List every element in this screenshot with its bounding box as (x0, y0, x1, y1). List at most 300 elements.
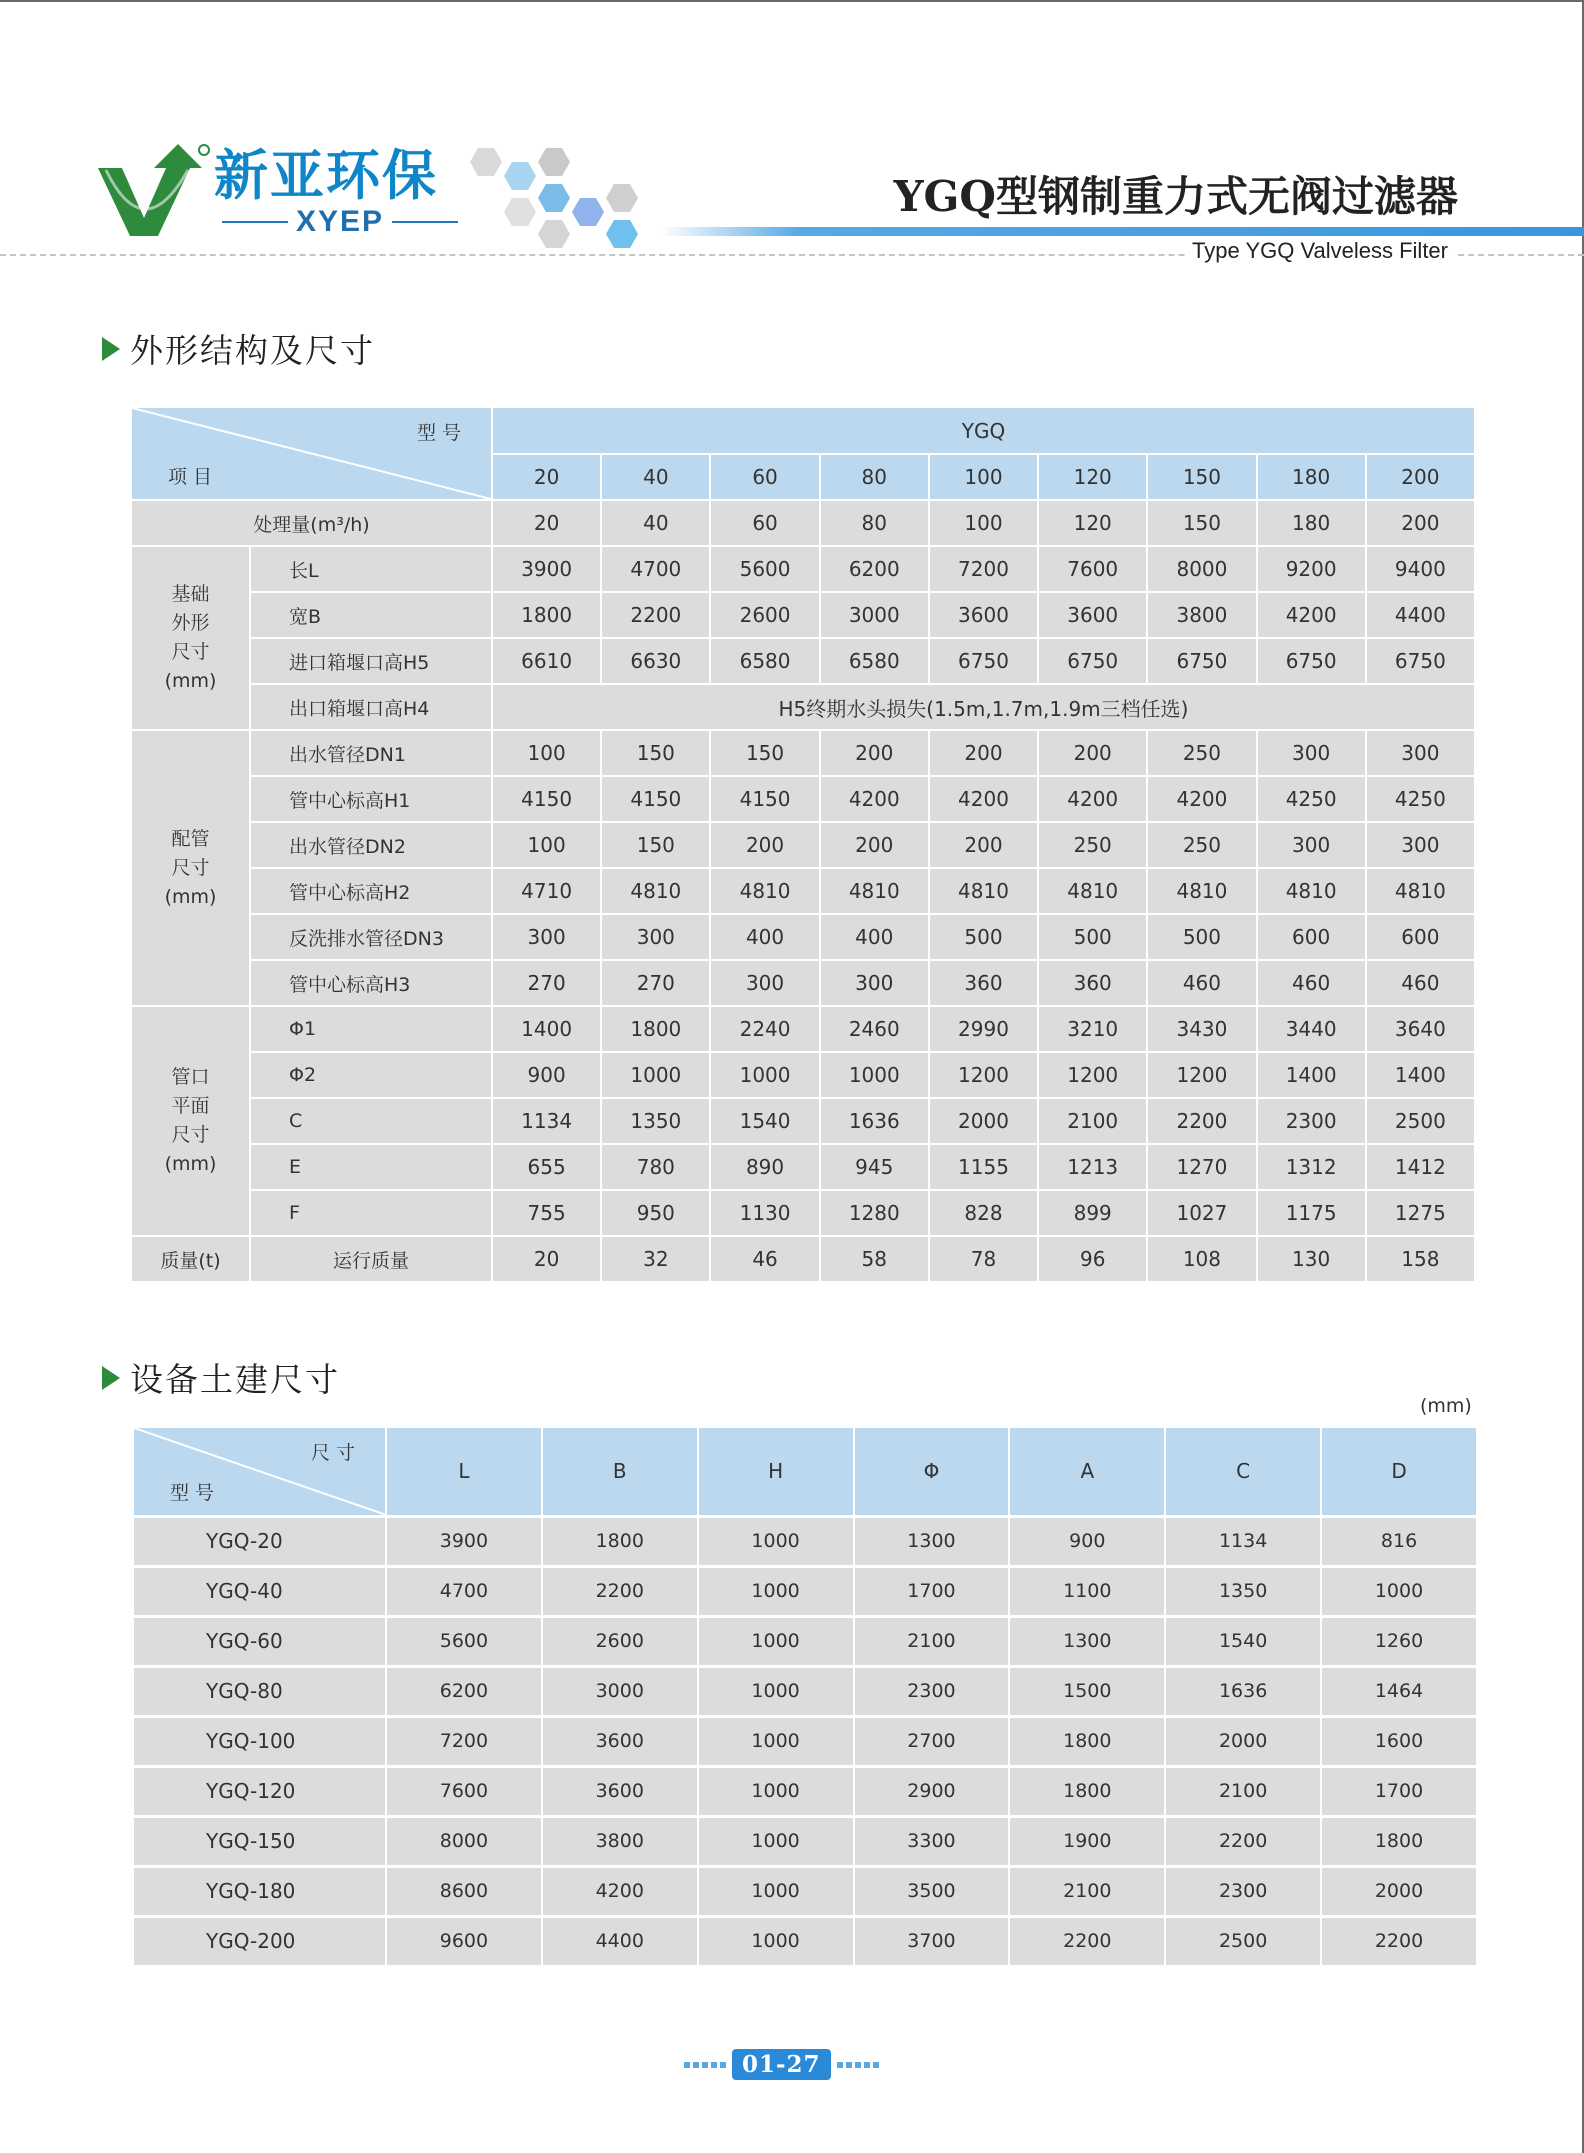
group-label-line: 基础 (171, 583, 210, 605)
table-cell: 3800 (542, 1816, 698, 1866)
table-row (132, 776, 1475, 822)
table-cell: 3210 (1038, 1006, 1147, 1052)
table-cell: 60 (710, 500, 819, 546)
group-label (132, 546, 250, 730)
corner-top-label: 型 号 (416, 422, 461, 444)
brand-name-en-text: XYEP (295, 205, 385, 238)
table-cell: 3430 (1147, 1006, 1256, 1052)
table-cell: 950 (601, 1190, 710, 1236)
table-cell: 2900 (854, 1766, 1010, 1816)
table-cell: 58 (820, 1236, 929, 1282)
table-cell: 1312 (1257, 1144, 1366, 1190)
table-cell: 78 (929, 1236, 1038, 1282)
table-cell: 46 (710, 1236, 819, 1282)
table-row (134, 1866, 1477, 1916)
table-cell: 200 (820, 822, 929, 868)
table-cell: 1000 (698, 1916, 854, 1966)
table-cell: 3600 (1038, 592, 1147, 638)
table-cell: 2600 (710, 592, 819, 638)
table-cell: 270 (601, 960, 710, 1006)
table-cell: 1400 (1366, 1052, 1475, 1098)
table-cell: 1540 (710, 1098, 819, 1144)
group-label-line: 尺寸 (171, 1124, 210, 1146)
table-cell: 1000 (698, 1566, 854, 1616)
table-cell: 2600 (542, 1616, 698, 1666)
table-cell: 4250 (1366, 776, 1475, 822)
table-cell: 250 (1147, 822, 1256, 868)
table-cell: 2000 (929, 1098, 1038, 1144)
table-row (132, 868, 1475, 914)
table-row (132, 960, 1475, 1006)
table-cell: 6200 (386, 1666, 542, 1716)
corner-bottom-label: 型 号 (170, 1481, 215, 1504)
table-cell: 300 (1366, 822, 1475, 868)
table-cell: 1350 (1165, 1566, 1321, 1616)
model-header-cell: 80 (820, 454, 929, 500)
table-row (134, 1566, 1477, 1616)
row-label: 出口箱堰口高H4 (250, 684, 492, 730)
table-cell: 4200 (542, 1866, 698, 1916)
table-cell: 4200 (929, 776, 1038, 822)
table-row (132, 1144, 1475, 1190)
table-cell: 96 (1038, 1236, 1147, 1282)
table-cell: 1700 (1321, 1766, 1477, 1816)
table-cell: 200 (1038, 730, 1147, 776)
frame-top-border (0, 0, 1584, 2)
table-cell: 6750 (1038, 638, 1147, 684)
table-cell: 4810 (710, 868, 819, 914)
table-cell: 4400 (1366, 592, 1475, 638)
table-cell: 3000 (542, 1666, 698, 1716)
table-cell: 120 (1038, 500, 1147, 546)
row-label: F (250, 1190, 492, 1236)
brand-logo (92, 140, 212, 240)
table-header-row (132, 408, 1475, 454)
row-label: Φ1 (250, 1006, 492, 1052)
table-row (132, 822, 1475, 868)
table-cell: 4200 (820, 776, 929, 822)
table-cell: 180 (1257, 500, 1366, 546)
table-row (132, 1006, 1475, 1052)
group-label (132, 1006, 250, 1236)
table-cell: 2300 (1165, 1866, 1321, 1916)
table-cell: 1540 (1165, 1616, 1321, 1666)
table-cell: 1270 (1147, 1144, 1256, 1190)
table-row (134, 1816, 1477, 1866)
table-cell: 899 (1038, 1190, 1147, 1236)
table-cell: 1260 (1321, 1616, 1477, 1666)
table-cell: 4810 (1366, 868, 1475, 914)
table-row (134, 1666, 1477, 1716)
table-cell: 4810 (1147, 868, 1256, 914)
table-cell: 900 (492, 1052, 601, 1098)
table-cell: 7600 (386, 1766, 542, 1816)
header-corner-cell (132, 408, 492, 500)
table-cell: 1800 (492, 592, 601, 638)
model-header-cell: 180 (1257, 454, 1366, 500)
group-label-line: 尺寸 (171, 641, 210, 663)
table-row (132, 914, 1475, 960)
table-cell: 3600 (929, 592, 1038, 638)
group-label-line: (mm) (164, 1153, 217, 1175)
table-cell: 108 (1147, 1236, 1256, 1282)
page-number-badge: 01-27 (732, 2049, 831, 2080)
table-cell: 200 (820, 730, 929, 776)
play-triangle-icon (102, 1366, 120, 1390)
table-cell: 150 (1147, 500, 1256, 546)
row-label: 反洗排水管径DN3 (250, 914, 492, 960)
model-cell: YGQ-80 (134, 1666, 386, 1716)
table-cell: 200 (1366, 500, 1475, 546)
table-row (132, 1098, 1475, 1144)
table-cell: 9200 (1257, 546, 1366, 592)
table-cell: 4200 (1147, 776, 1256, 822)
table-row (134, 1916, 1477, 1966)
group-label-line: 尺寸 (171, 856, 210, 879)
table-cell: 1175 (1257, 1190, 1366, 1236)
table-cell: 1000 (698, 1516, 854, 1566)
table-cell: 4700 (386, 1566, 542, 1616)
table-cell: 300 (1257, 730, 1366, 776)
table-cell: 8000 (386, 1816, 542, 1866)
model-cell: YGQ-120 (134, 1766, 386, 1816)
table-cell: 3600 (542, 1716, 698, 1766)
table-cell: 400 (820, 914, 929, 960)
model-header-cell: 60 (710, 454, 819, 500)
table-cell: 1300 (854, 1516, 1010, 1566)
model-header-cell: 20 (492, 454, 601, 500)
table-cell: 1400 (492, 1006, 601, 1052)
table-cell: 2700 (854, 1716, 1010, 1766)
model-cell: YGQ-20 (134, 1516, 386, 1566)
table-cell: 1636 (1165, 1666, 1321, 1716)
document-subtitle: Type YGQ Valveless Filter (1186, 238, 1454, 264)
row-label: 出水管径DN1 (250, 730, 492, 776)
table-cell: 1000 (698, 1716, 854, 1766)
table-cell: 2000 (1165, 1716, 1321, 1766)
table-cell: 6750 (1257, 638, 1366, 684)
table-cell: 300 (1257, 822, 1366, 868)
table-cell: 2500 (1165, 1916, 1321, 1966)
table-cell: 9400 (1366, 546, 1475, 592)
group-label-line: 外形 (171, 612, 210, 634)
table-cell: 600 (1257, 914, 1366, 960)
table-cell: 1700 (854, 1566, 1010, 1616)
table-cell: 150 (710, 730, 819, 776)
column-header-cell: A (1009, 1428, 1165, 1516)
table-cell: 890 (710, 1144, 819, 1190)
table-cell: 4200 (1257, 592, 1366, 638)
table-cell: 8000 (1147, 546, 1256, 592)
table-cell: 460 (1147, 960, 1256, 1006)
table-cell: 1200 (929, 1052, 1038, 1098)
section-heading-text: 设备土建尺寸 (130, 1360, 340, 1399)
table-cell: 100 (492, 822, 601, 868)
page-number (684, 2049, 879, 2080)
table-cell: 4710 (492, 868, 601, 914)
table-cell: 1300 (1009, 1616, 1165, 1666)
table-cell: 2240 (710, 1006, 819, 1052)
table-cell: 5600 (386, 1616, 542, 1666)
civil-dimensions-table (134, 1428, 1478, 1968)
section-heading-text: 外形结构及尺寸 (130, 331, 375, 370)
dimensions-table (132, 408, 1476, 1283)
dots-left-icon (684, 2062, 726, 2068)
table-cell: 2100 (1009, 1866, 1165, 1916)
brand-rule-left (222, 221, 288, 223)
row-label: 长L (250, 546, 492, 592)
logo-mark-icon (92, 140, 212, 240)
brand-name-cn: 新亚环保 (214, 144, 438, 207)
table-row (132, 1052, 1475, 1098)
table-cell: 20 (492, 1236, 601, 1282)
table-row (132, 500, 1475, 546)
row-label: E (250, 1144, 492, 1190)
table-cell: 1100 (1009, 1566, 1165, 1616)
table-cell: 1600 (1321, 1716, 1477, 1766)
table-cell: 2990 (929, 1006, 1038, 1052)
table-cell: 1275 (1366, 1190, 1475, 1236)
table-cell: 1000 (698, 1666, 854, 1716)
group-label-line: 管口 (171, 1066, 210, 1088)
model-header-cell: 200 (1366, 454, 1475, 500)
table-cell: 828 (929, 1190, 1038, 1236)
table-cell: 3600 (542, 1766, 698, 1816)
row-label: 管中心标高H3 (250, 960, 492, 1006)
table-row (132, 684, 1475, 730)
table-cell: 40 (601, 500, 710, 546)
table-row (132, 730, 1475, 776)
table-cell: 1464 (1321, 1666, 1477, 1716)
row-label: 进口箱堰口高H5 (250, 638, 492, 684)
table-cell: 150 (601, 730, 710, 776)
table-cell: 4150 (492, 776, 601, 822)
table-cell: 360 (929, 960, 1038, 1006)
row-label: 处理量(m³/h) (132, 500, 492, 546)
table-cell: 4810 (929, 868, 1038, 914)
table-cell: 4700 (601, 546, 710, 592)
table-row (132, 1190, 1475, 1236)
table-cell: 1134 (1165, 1516, 1321, 1566)
table-cell: 360 (1038, 960, 1147, 1006)
table-cell: 1800 (1321, 1816, 1477, 1866)
model-header-cell: 40 (601, 454, 710, 500)
model-header-cell: 120 (1038, 454, 1147, 500)
table-cell: 2200 (1165, 1816, 1321, 1866)
table-cell: 20 (492, 500, 601, 546)
table-cell: 6630 (601, 638, 710, 684)
table-cell: 2200 (1147, 1098, 1256, 1144)
row-label: 运行质量 (250, 1236, 492, 1282)
table-cell: 500 (929, 914, 1038, 960)
table-cell: 3000 (820, 592, 929, 638)
table-cell: 1200 (1038, 1052, 1147, 1098)
group-label-line: (mm) (164, 670, 217, 692)
table-cell: 400 (710, 914, 819, 960)
model-cell: YGQ-60 (134, 1616, 386, 1666)
section-heading-civil (102, 1354, 340, 1401)
table-cell: 32 (601, 1236, 710, 1282)
table-row (134, 1766, 1477, 1816)
model-cell: YGQ-100 (134, 1716, 386, 1766)
unit-note: (mm) (1420, 1395, 1472, 1417)
table-cell: 300 (820, 960, 929, 1006)
table-cell: 4810 (1257, 868, 1366, 914)
table-cell: 2100 (854, 1616, 1010, 1666)
table-cell: 1800 (1009, 1716, 1165, 1766)
section-heading-dimensions (102, 325, 375, 372)
table-cell: 7200 (386, 1716, 542, 1766)
table-cell: 4200 (1038, 776, 1147, 822)
model-cell: YGQ-200 (134, 1916, 386, 1966)
table-cell: 1636 (820, 1098, 929, 1144)
table-cell: 6580 (820, 638, 929, 684)
table-cell: 460 (1257, 960, 1366, 1006)
model-cell: YGQ-150 (134, 1816, 386, 1866)
brand-rule-right (392, 221, 458, 223)
table-row (134, 1716, 1477, 1766)
table-row (134, 1616, 1477, 1666)
row-label: 宽B (250, 592, 492, 638)
table-cell: 2460 (820, 1006, 929, 1052)
table-cell: 460 (1366, 960, 1475, 1006)
row-label: 管中心标高H2 (250, 868, 492, 914)
column-header-cell: H (698, 1428, 854, 1516)
table-cell: 6200 (820, 546, 929, 592)
table-cell: 1500 (1009, 1666, 1165, 1716)
group-label-line: (mm) (164, 885, 217, 908)
table-cell: 1000 (698, 1766, 854, 1816)
table-cell: 4400 (542, 1916, 698, 1966)
note-cell: H5终期水头损失(1.5m,1.7m,1.9m三档任选) (492, 684, 1475, 730)
table-cell: 1200 (1147, 1052, 1256, 1098)
table-cell: 4810 (601, 868, 710, 914)
table-cell: 1800 (601, 1006, 710, 1052)
table-cell: 1155 (929, 1144, 1038, 1190)
row-label: Φ2 (250, 1052, 492, 1098)
table-cell: 3640 (1366, 1006, 1475, 1052)
corner-top-label: 尺 寸 (310, 1442, 355, 1464)
table-cell: 2300 (1257, 1098, 1366, 1144)
table-cell: 200 (929, 730, 1038, 776)
table-cell: 1213 (1038, 1144, 1147, 1190)
hexagon-decoration-icon (460, 146, 670, 256)
brand-name-en (222, 204, 458, 240)
column-header-cell: Φ (854, 1428, 1010, 1516)
group-label-line: 平面 (171, 1095, 210, 1117)
table-cell: 4810 (820, 868, 929, 914)
table-cell: 8600 (386, 1866, 542, 1916)
table-cell: 270 (492, 960, 601, 1006)
table-cell: 2100 (1038, 1098, 1147, 1144)
group-label (132, 730, 250, 1006)
table-row (132, 546, 1475, 592)
table-row (132, 638, 1475, 684)
document-title: YGQ型钢制重力式无阀过滤器 (893, 172, 1458, 221)
table-cell: 100 (929, 500, 1038, 546)
table-cell: 3500 (854, 1866, 1010, 1916)
table-cell: 2500 (1366, 1098, 1475, 1144)
table-cell: 5600 (710, 546, 819, 592)
group-label-line: 配管 (171, 827, 210, 850)
table-cell: 1350 (601, 1098, 710, 1144)
table-cell: 3800 (1147, 592, 1256, 638)
table-cell: 300 (1366, 730, 1475, 776)
table-cell: 1000 (698, 1816, 854, 1866)
model-header-cell: 100 (929, 454, 1038, 500)
table-cell: 3300 (854, 1816, 1010, 1866)
table-cell: 1800 (1009, 1766, 1165, 1816)
column-header-cell: L (386, 1428, 542, 1516)
table-cell: 300 (601, 914, 710, 960)
table-cell: 780 (601, 1144, 710, 1190)
table-cell: 6750 (1366, 638, 1475, 684)
table-cell: 7200 (929, 546, 1038, 592)
model-cell: YGQ-40 (134, 1566, 386, 1616)
table-cell: 6610 (492, 638, 601, 684)
table-cell: 1000 (698, 1866, 854, 1916)
table-cell: 100 (492, 730, 601, 776)
model-header-cell: 150 (1147, 454, 1256, 500)
series-label: YGQ (492, 408, 1475, 454)
group-label: 质量(t) (132, 1236, 250, 1282)
table-cell: 80 (820, 500, 929, 546)
table-cell: 1027 (1147, 1190, 1256, 1236)
table-cell: 600 (1366, 914, 1475, 960)
model-cell: YGQ-180 (134, 1866, 386, 1916)
table-cell: 2300 (854, 1666, 1010, 1716)
table-cell: 7600 (1038, 546, 1147, 592)
table-cell: 1000 (710, 1052, 819, 1098)
table-cell: 3900 (386, 1516, 542, 1566)
table-cell: 2200 (601, 592, 710, 638)
table-cell: 755 (492, 1190, 601, 1236)
table-cell: 1134 (492, 1098, 601, 1144)
header-corner-cell (134, 1428, 386, 1516)
table-cell: 4810 (1038, 868, 1147, 914)
corner-bottom-label: 项 目 (168, 466, 213, 488)
column-header-cell: D (1321, 1428, 1477, 1516)
table-cell: 1800 (542, 1516, 698, 1566)
table-header-row (134, 1428, 1477, 1516)
table-row (132, 592, 1475, 638)
table-cell: 3900 (492, 546, 601, 592)
table-cell: 4150 (710, 776, 819, 822)
table-cell: 3440 (1257, 1006, 1366, 1052)
table-cell: 900 (1009, 1516, 1165, 1566)
row-label: 出水管径DN2 (250, 822, 492, 868)
table-cell: 6580 (710, 638, 819, 684)
table-cell: 250 (1038, 822, 1147, 868)
table-cell: 4250 (1257, 776, 1366, 822)
table-cell: 300 (710, 960, 819, 1006)
column-header-cell: C (1165, 1428, 1321, 1516)
table-cell: 6750 (929, 638, 1038, 684)
table-cell: 150 (601, 822, 710, 868)
table-cell: 3700 (854, 1916, 1010, 1966)
table-cell: 1280 (820, 1190, 929, 1236)
table-cell: 158 (1366, 1236, 1475, 1282)
table-cell: 1900 (1009, 1816, 1165, 1866)
table-cell: 816 (1321, 1516, 1477, 1566)
table-cell: 2000 (1321, 1866, 1477, 1916)
table-cell: 2200 (1321, 1916, 1477, 1966)
table-cell: 655 (492, 1144, 601, 1190)
table-cell: 1400 (1257, 1052, 1366, 1098)
row-label: 管中心标高H1 (250, 776, 492, 822)
table-cell: 1000 (1321, 1566, 1477, 1616)
table-cell: 200 (929, 822, 1038, 868)
